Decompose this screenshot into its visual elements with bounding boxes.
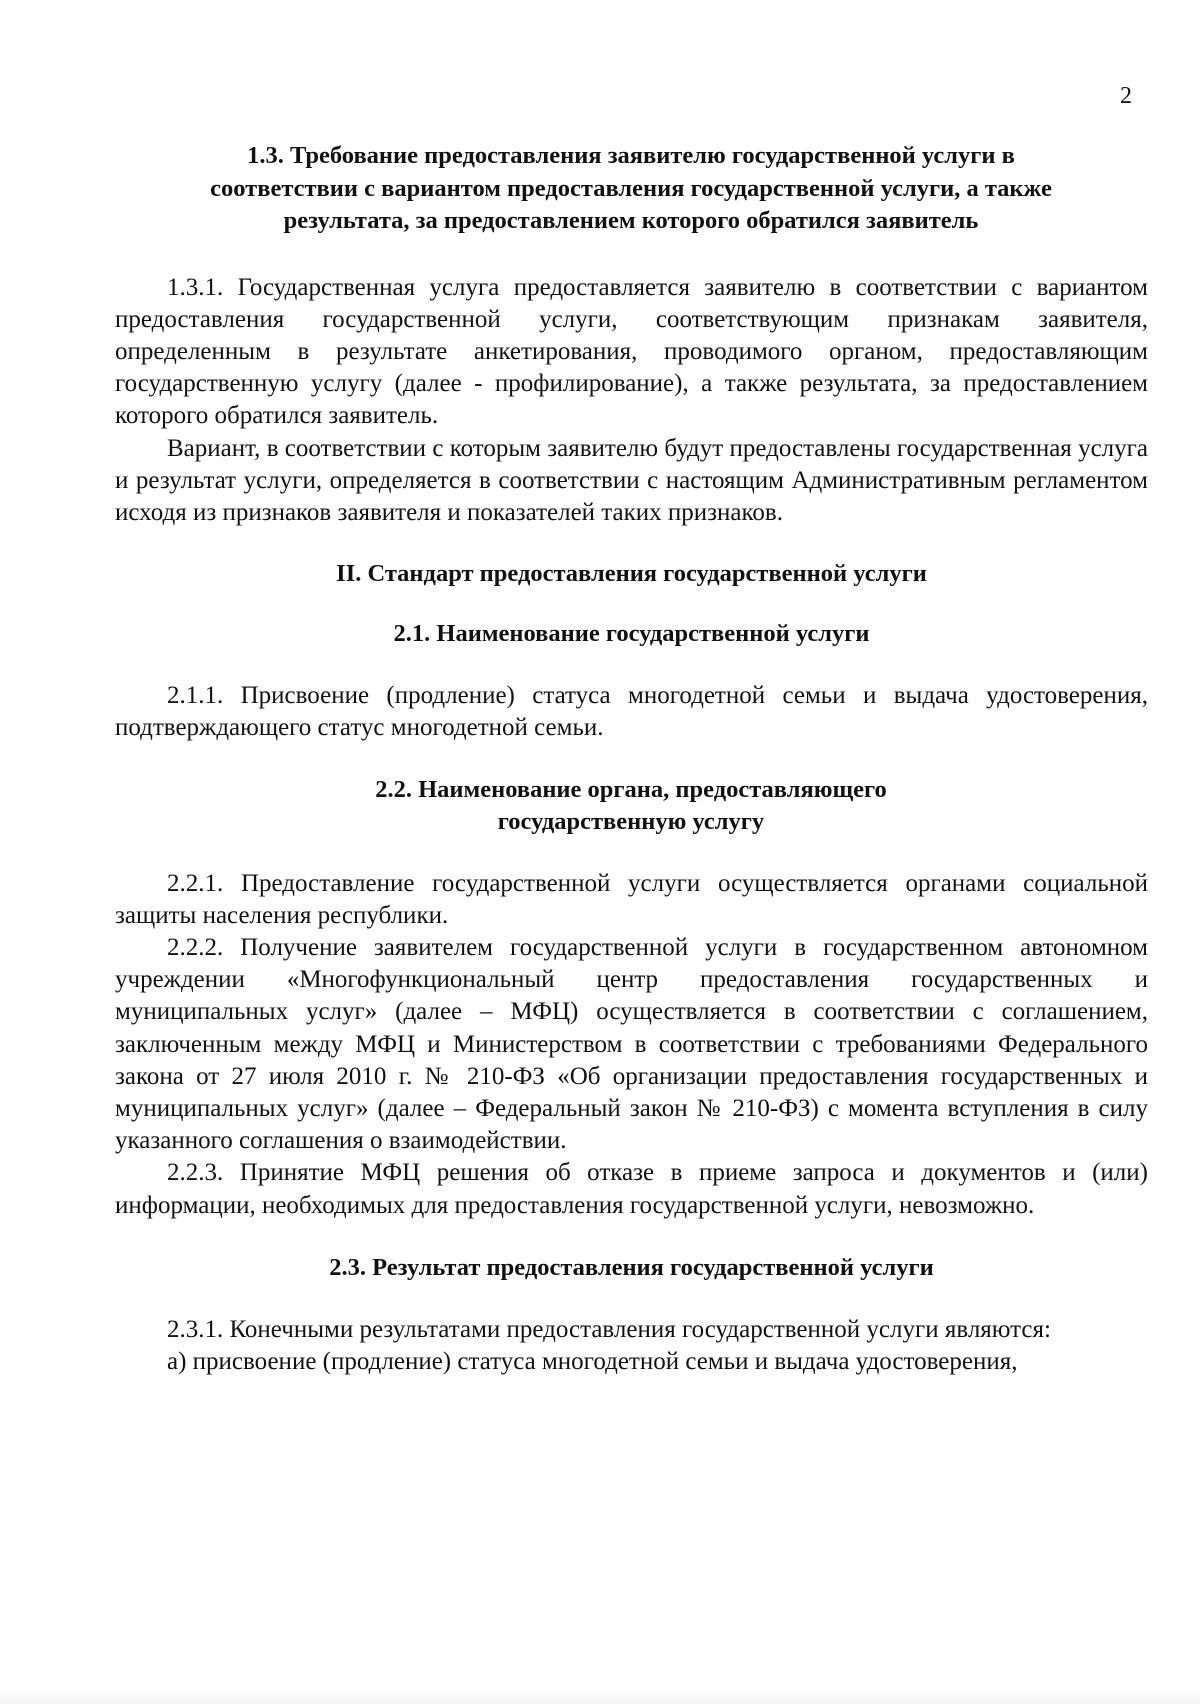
- paragraph-1-3-1: 1.3.1. Государственная услуга предоставляется заявителю в соответствии с вариантом предоставления государственной услуги, соответствующим признакам заявителя, определенным в результате анкетирования, проводимого органом, предоставляющим государственную услугу (далее - профилирование), а также результата, за предоставлением которого обратился заявитель.: [115, 273, 1148, 430]
- scan-bottom-edge: [0, 1688, 1200, 1704]
- page-number: 2: [1120, 83, 1132, 109]
- section-2-1-heading: 2.1. Наименование государственной услуги: [393, 619, 870, 647]
- section-1-3-heading: 1.3. Требование предоставления заявителю государственной услуги в соответствии с вариантом предоставления государственной услуги, а также результата, за предоставлением которого обратился заявитель: [210, 142, 1052, 234]
- section-2-3-heading: 2.3. Результат предоставления государственной услуги: [329, 1253, 934, 1281]
- section-2-2-heading: 2.2. Наименование органа, предоставляющего государственную услугу: [375, 775, 887, 836]
- paragraph-1-3-variant: Вариант, в соответствии с которым заявителю будут предоставлены государственная услуга и результат услуги, определяется в соответствии с настоящим Административным регламентом исходя из признаков заявителя и показателей таких признаков.: [115, 434, 1148, 526]
- paragraph-2-3-1: 2.3.1. Конечными результатами предоставления государственной услуги являются:: [167, 1316, 1051, 1344]
- paragraph-2-2-3: 2.2.3. Принятие МФЦ решения об отказе в приеме запроса и документов и (или) информации, необходимых для предоставления государственной услуги, невозможно.: [115, 1159, 1148, 1219]
- paragraph-2-2-2: 2.2.2. Получение заявителем государственной услуги в государственном автономном учреждении «Многофункциональный центр предоставления государственных и муниципальных услуг» (далее – МФЦ) осуществляется в соответствии с соглашением, заключенным между МФЦ и Министерством в соответствии с требованиями Федерального закона от 27 июля 2010 г. № 210-ФЗ «Об организации предоставления государственных и муниципальных услуг» (далее – Федеральный закон № 210-ФЗ) с момента вступления в силу указанного соглашения о взаимодействии.: [115, 933, 1148, 1155]
- section-2-heading: II. Стандарт предоставления государственной услуги: [336, 560, 927, 588]
- paragraph-2-2-1: 2.2.1. Предоставление государственной услуги осуществляется органами социальной защиты населения республики.: [115, 869, 1148, 929]
- document-body: [115, 140, 1148, 1379]
- paragraph-2-3-1-a: а) присвоение (продление) статуса многодетной семьи и выдача удостоверения,: [167, 1348, 1018, 1376]
- paragraph-2-1-1: 2.1.1. Присвоение (продление) статуса многодетной семьи и выдача удостоверения, подтверждающего статус многодетной семьи.: [115, 682, 1148, 742]
